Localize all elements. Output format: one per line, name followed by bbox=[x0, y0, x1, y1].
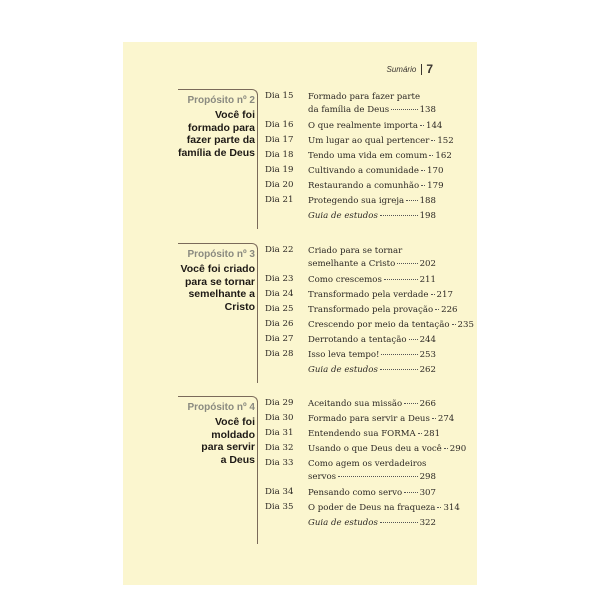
entry-text: Cultivando a comunidade bbox=[308, 165, 420, 176]
entry-title-line bbox=[308, 135, 454, 148]
entry-page: 253 bbox=[419, 350, 436, 361]
entry-text: Restaurando a comunhão bbox=[308, 181, 420, 192]
guide-title bbox=[308, 364, 436, 377]
entry-title bbox=[308, 180, 444, 193]
dot-leader bbox=[432, 418, 436, 419]
purpose-title-line: Você foi criado bbox=[180, 263, 255, 275]
entry-title-line bbox=[308, 458, 436, 471]
running-header bbox=[387, 62, 433, 76]
entry-title-line bbox=[308, 413, 455, 426]
entry-page: 290 bbox=[449, 444, 467, 455]
dot-leader bbox=[391, 109, 417, 110]
entry-title-line bbox=[308, 471, 436, 484]
entry-title-line bbox=[308, 150, 452, 163]
entry-text: Usando o que Deus deu a você bbox=[308, 444, 442, 455]
entry-text: O poder de Deus na fraqueza bbox=[308, 503, 436, 514]
dot-leader bbox=[406, 200, 417, 201]
purpose-title-line: formado para bbox=[187, 121, 255, 134]
guide-page: 198 bbox=[419, 211, 436, 222]
dot-leader bbox=[338, 476, 418, 477]
purpose-title bbox=[163, 263, 255, 313]
guide-line bbox=[308, 364, 436, 377]
purpose-title-line: a Deus bbox=[220, 453, 255, 466]
dot-leader bbox=[409, 339, 418, 340]
entry-text: Tendo uma vida em comum bbox=[308, 150, 428, 161]
entry-text: semelhante a Cristo bbox=[308, 259, 396, 269]
entry-day: Dia 24 bbox=[265, 288, 294, 299]
entry-text: Entendendo sua FORMA bbox=[308, 429, 416, 440]
dot-leader bbox=[397, 263, 417, 264]
dot-leader bbox=[431, 140, 435, 141]
entry-day: Dia 32 bbox=[265, 443, 294, 454]
guide-label: Guia de estudos bbox=[308, 365, 378, 376]
entry-title bbox=[308, 245, 436, 271]
entry-title-line bbox=[308, 443, 467, 456]
entry-title bbox=[308, 165, 444, 178]
entry-text: Um lugar ao qual pertencer bbox=[308, 135, 430, 146]
entry-title bbox=[308, 289, 453, 302]
entry-text: Como agem os verdadeiros bbox=[308, 459, 427, 470]
entry-day: Dia 31 bbox=[265, 428, 294, 439]
dot-leader bbox=[431, 294, 435, 295]
dot-leader bbox=[420, 125, 424, 126]
entry-page: 202 bbox=[419, 259, 436, 269]
entry-title bbox=[308, 398, 436, 411]
entry-day: Dia 21 bbox=[265, 195, 294, 206]
entry-title-line bbox=[308, 289, 453, 302]
guide-label: Guia de estudos bbox=[308, 211, 378, 222]
entry-text: Formado para fazer parte bbox=[308, 92, 421, 102]
entry-page: 217 bbox=[436, 289, 453, 300]
entry-title-line bbox=[308, 195, 436, 208]
entry-title-line bbox=[308, 398, 436, 411]
entry-title bbox=[308, 274, 436, 287]
purpose-heading bbox=[163, 402, 255, 466]
entry-page: 244 bbox=[419, 335, 436, 346]
purpose-title-line: Você foi bbox=[214, 416, 255, 428]
guide-label: Guia de estudos bbox=[308, 518, 378, 529]
purpose-title bbox=[163, 416, 255, 466]
entry-page: 138 bbox=[419, 105, 436, 115]
dot-leader bbox=[437, 507, 441, 508]
entry-title-line bbox=[308, 502, 460, 515]
purpose-title-line: fazer parte da bbox=[186, 134, 255, 146]
entry-title-line bbox=[308, 334, 436, 347]
entry-title-line bbox=[308, 274, 436, 287]
guide-page: 322 bbox=[419, 518, 436, 529]
entry-page: 152 bbox=[437, 135, 454, 146]
entry-day: Dia 28 bbox=[265, 349, 294, 360]
purpose-number: Propósito nº 2 bbox=[187, 95, 255, 106]
entry-day: Dia 15 bbox=[265, 91, 294, 101]
entry-page: 274 bbox=[437, 414, 455, 425]
entry-title bbox=[308, 91, 436, 117]
entry-title bbox=[308, 135, 454, 148]
entry-day: Dia 27 bbox=[265, 334, 294, 345]
entry-page: 188 bbox=[419, 196, 436, 207]
entry-day: Dia 20 bbox=[265, 180, 294, 191]
entry-title bbox=[308, 195, 436, 208]
entry-text: Aceitando sua missão bbox=[308, 399, 403, 409]
entry-page: 298 bbox=[419, 472, 436, 483]
dot-leader bbox=[435, 309, 439, 310]
entry-text: Criado para se tornar bbox=[308, 246, 403, 256]
dot-leader bbox=[429, 155, 433, 156]
entry-day: Dia 18 bbox=[265, 149, 294, 160]
entry-text: Protegendo sua igreja bbox=[308, 196, 405, 207]
purpose-number: Propósito nº 4 bbox=[187, 402, 255, 413]
entry-page: 266 bbox=[419, 399, 436, 409]
entry-text: da família de Deus bbox=[308, 105, 390, 115]
entry-title-line bbox=[308, 165, 444, 178]
guide-page: 262 bbox=[419, 365, 436, 376]
entry-text: Formado para servir a Deus bbox=[308, 414, 430, 425]
purpose-title-line: para servir bbox=[201, 441, 255, 453]
entry-title-line bbox=[308, 304, 458, 317]
entry-text: Transformado pela provação bbox=[308, 304, 434, 315]
entry-text: Isso leva tempo! bbox=[308, 350, 380, 361]
purpose-section bbox=[123, 396, 477, 544]
purpose-title-line: família de Deus bbox=[177, 146, 255, 159]
entry-title-line bbox=[308, 487, 436, 500]
entry-title-line bbox=[308, 180, 444, 193]
dot-leader bbox=[418, 433, 422, 434]
entry-day: Dia 35 bbox=[265, 502, 294, 513]
book-page bbox=[123, 42, 477, 585]
entry-text: Derrotando a tentação bbox=[308, 335, 407, 346]
entry-day: Dia 19 bbox=[265, 164, 294, 175]
entry-page: 144 bbox=[426, 120, 443, 131]
entry-page: 162 bbox=[435, 150, 452, 161]
entry-title bbox=[308, 458, 436, 484]
entry-page: 235 bbox=[457, 319, 474, 330]
entry-page: 179 bbox=[427, 181, 444, 192]
entry-day: Dia 25 bbox=[265, 303, 294, 314]
entry-text: Pensando como servo bbox=[308, 488, 403, 499]
purpose-title-line: Cristo bbox=[224, 300, 255, 313]
entry-day: Dia 34 bbox=[265, 487, 294, 498]
entry-title bbox=[308, 487, 436, 500]
purpose-heading bbox=[163, 249, 255, 313]
guide-title bbox=[308, 517, 436, 530]
dot-leader bbox=[421, 170, 425, 171]
purpose-title-line: semelhante a bbox=[188, 288, 255, 300]
dot-leader bbox=[380, 215, 418, 216]
entry-title bbox=[308, 428, 441, 441]
dot-leader bbox=[421, 185, 425, 186]
purpose-title-line: para se tornar bbox=[184, 275, 255, 288]
entry-page: 226 bbox=[441, 304, 458, 315]
header-separator bbox=[421, 64, 422, 75]
entry-title-line bbox=[308, 349, 436, 362]
entry-text: O que realmente importa bbox=[308, 120, 418, 131]
entry-day: Dia 33 bbox=[265, 458, 294, 469]
dot-leader bbox=[452, 324, 456, 325]
guide-title bbox=[308, 210, 436, 223]
entry-text: servos bbox=[308, 472, 337, 483]
entry-title bbox=[308, 334, 436, 347]
dot-leader bbox=[404, 492, 417, 493]
guide-line bbox=[308, 210, 436, 223]
entry-day: Dia 22 bbox=[265, 245, 294, 255]
purpose-title bbox=[163, 109, 255, 159]
entry-text: Crescendo por meio da tentação bbox=[308, 319, 450, 330]
dot-leader bbox=[381, 354, 417, 355]
entry-title bbox=[308, 349, 436, 362]
entry-title bbox=[308, 502, 460, 515]
entry-page: 211 bbox=[419, 274, 436, 285]
purpose-number: Propósito nº 3 bbox=[187, 249, 255, 260]
dot-leader bbox=[444, 448, 448, 449]
purpose-section bbox=[123, 243, 477, 383]
entry-title-line bbox=[308, 104, 436, 117]
entry-day: Dia 16 bbox=[265, 119, 294, 130]
entry-day: Dia 30 bbox=[265, 413, 294, 424]
entry-page: 307 bbox=[419, 488, 436, 499]
entry-page: 281 bbox=[423, 429, 441, 440]
entry-day: Dia 17 bbox=[265, 134, 294, 145]
entry-text: Transformado pela verdade bbox=[308, 289, 429, 300]
purpose-title-line: moldado bbox=[211, 428, 255, 441]
entry-day: Dia 23 bbox=[265, 273, 294, 284]
entry-title-line bbox=[308, 428, 441, 441]
page-number: 7 bbox=[426, 62, 433, 76]
entry-day: Dia 26 bbox=[265, 318, 294, 329]
entry-title-line bbox=[308, 258, 436, 271]
entry-title bbox=[308, 150, 452, 163]
dot-leader bbox=[404, 403, 417, 404]
entry-title-line bbox=[308, 91, 436, 104]
dot-leader bbox=[380, 522, 418, 523]
entry-title bbox=[308, 304, 458, 317]
entry-page: 314 bbox=[443, 503, 460, 514]
entry-page: 170 bbox=[427, 165, 444, 176]
entry-day: Dia 29 bbox=[265, 398, 294, 408]
guide-line bbox=[308, 517, 436, 530]
entry-title-line bbox=[308, 245, 436, 258]
header-label: Sumário bbox=[386, 64, 417, 74]
entry-title bbox=[308, 443, 467, 456]
entry-title bbox=[308, 413, 455, 426]
entry-title bbox=[308, 319, 474, 332]
entry-title bbox=[308, 120, 443, 133]
entry-title-line bbox=[308, 120, 443, 133]
entry-text: Como crescemos bbox=[308, 274, 382, 285]
purpose-section bbox=[123, 89, 477, 229]
entry-title-line bbox=[308, 319, 474, 332]
purpose-heading bbox=[163, 95, 255, 159]
dot-leader bbox=[380, 369, 418, 370]
purpose-title-line: Você foi bbox=[214, 109, 255, 121]
dot-leader bbox=[384, 279, 418, 280]
